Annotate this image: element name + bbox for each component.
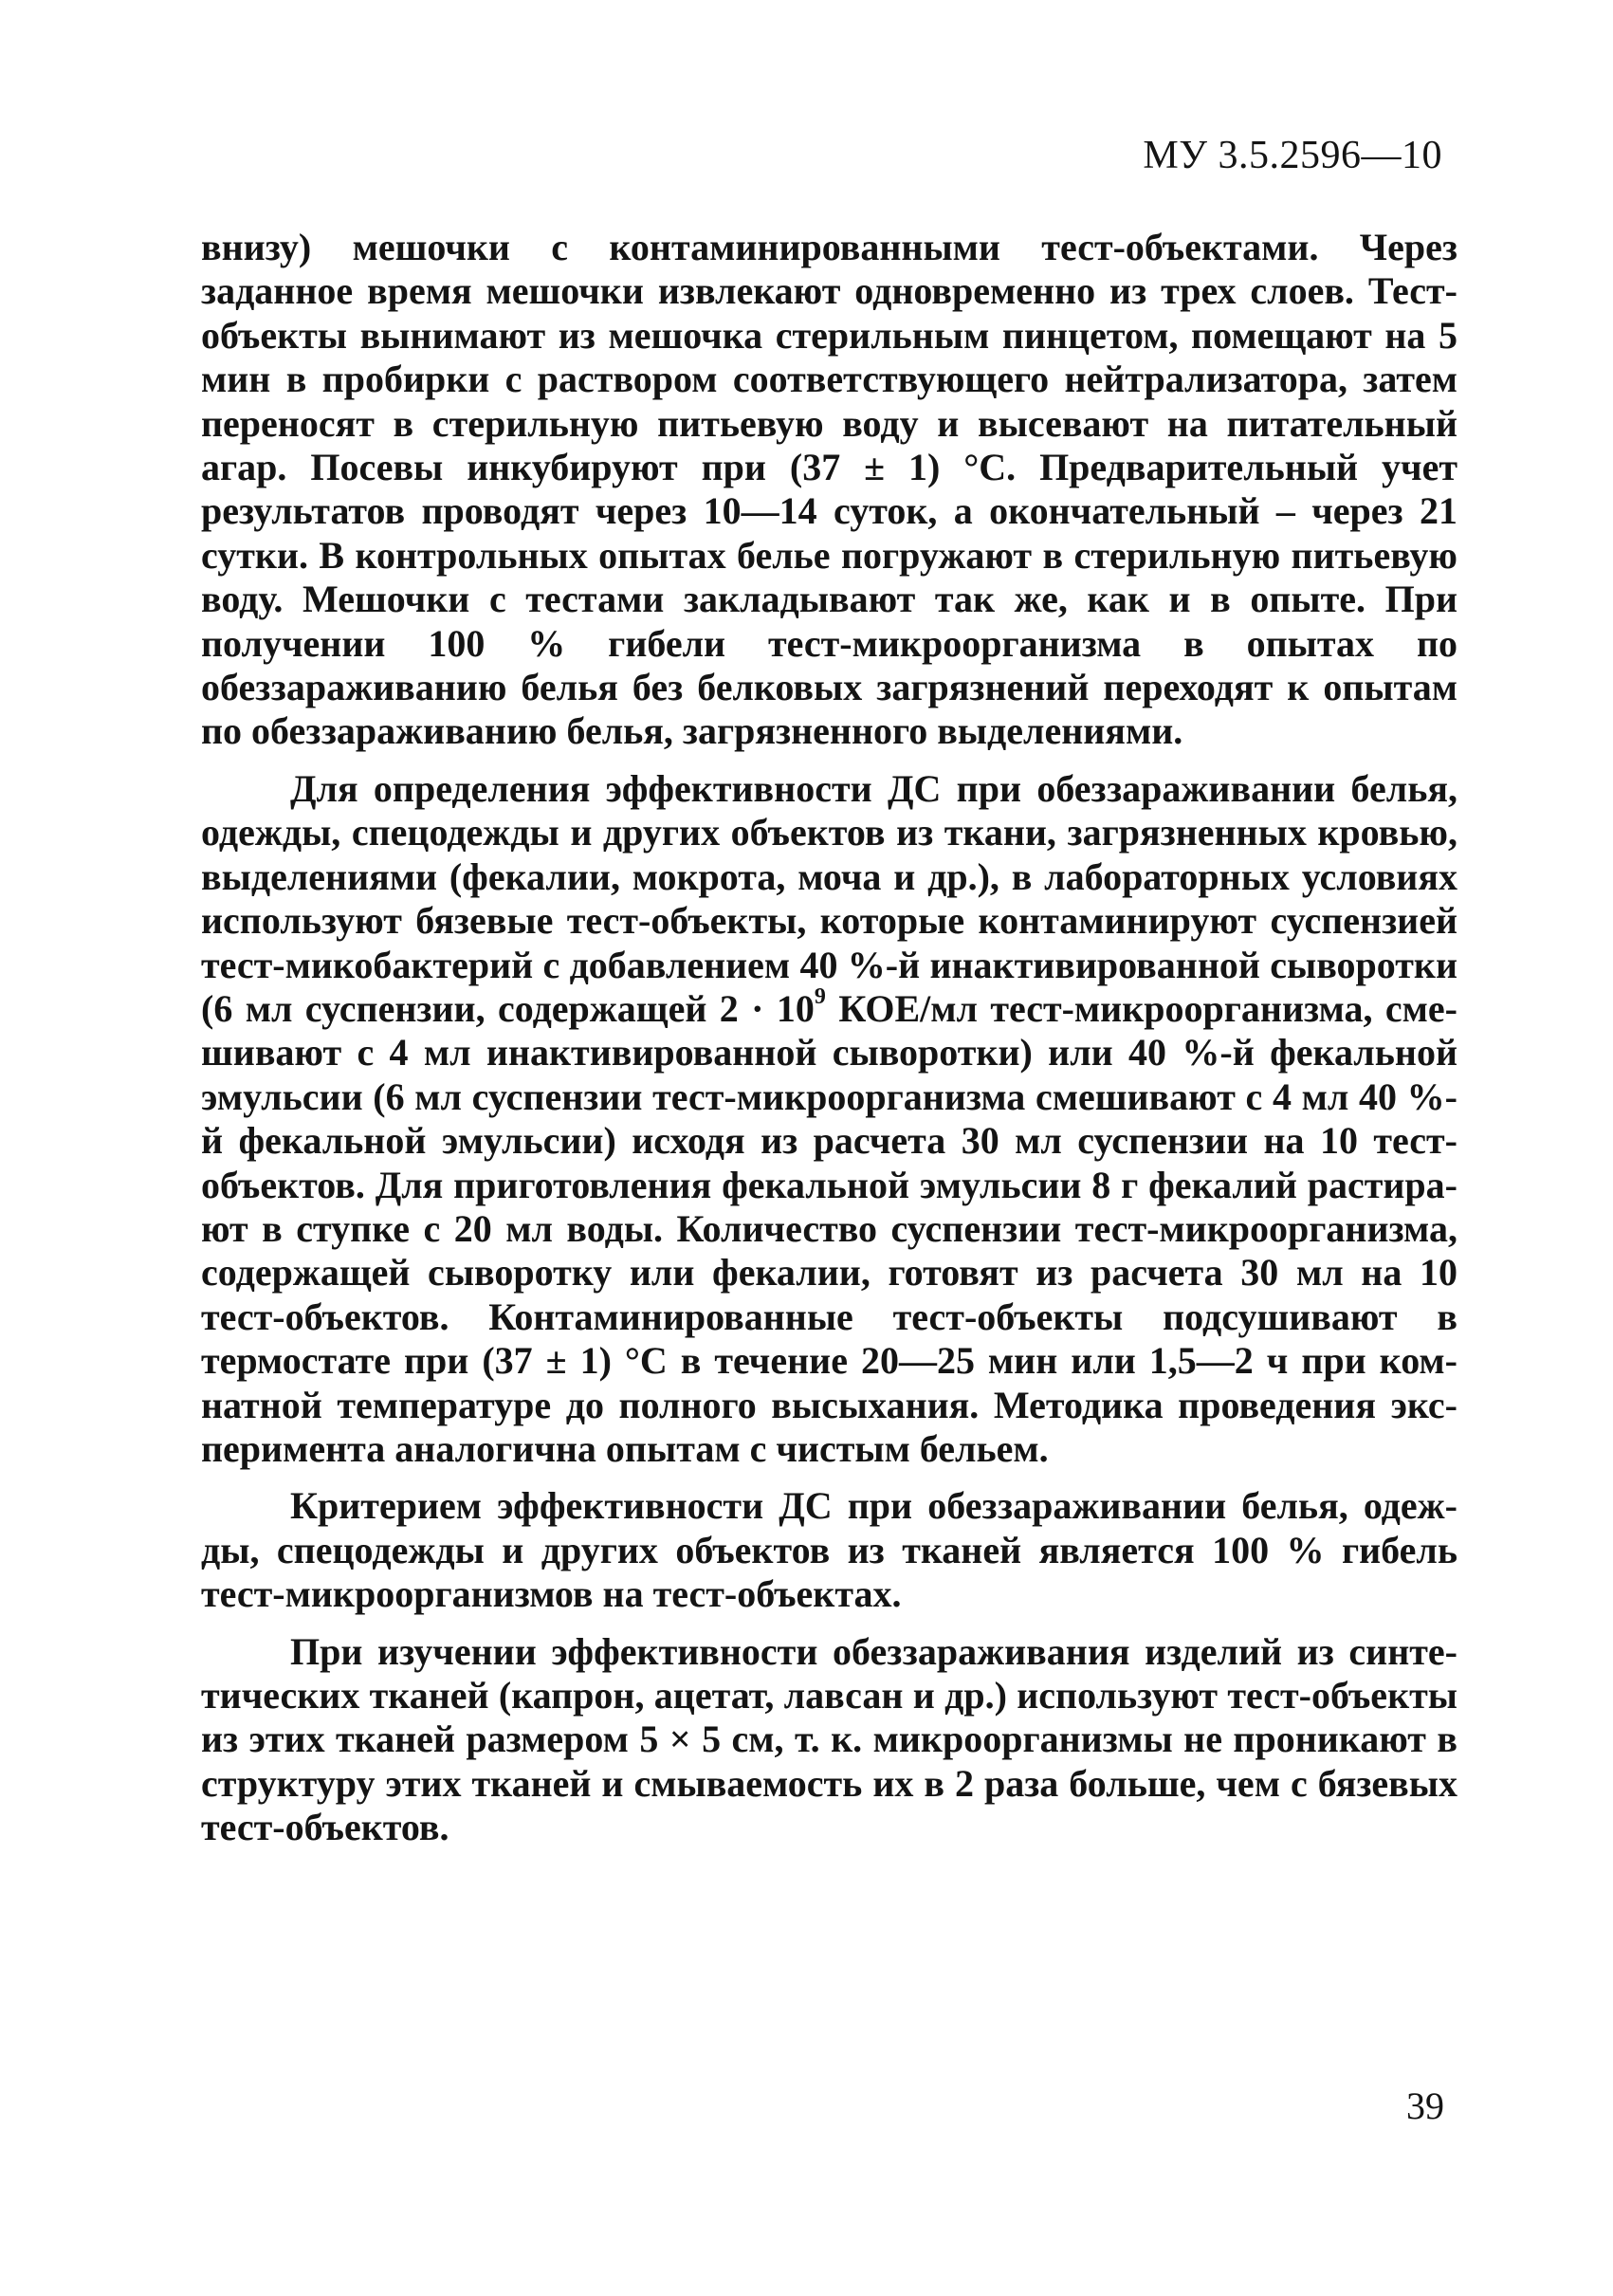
paragraph-text-before-exponent: Для определения эффективности ДС при обеззараживании белья, одежды, спецодежды и других объектов из ткани, загрязненных кровью, выделениями (фекалии, мокрота, моча и др.), в лабораторных условиях используют бязевые тест-объекты, которые контаминируют суспензией тест-микобактерий с добавлением 40 %-й инактивированной сыворотки (6 мл суспензии, содержащей 2 · 10 [201, 766, 1457, 1030]
paragraph-text-after-exponent: КОЕ/мл тест-микроорганизма, смешивают с 4 мл инактивированной сыворотки) или 40 %-й фекальной эмульсии (6 мл суспензии тест-микроорганизма смешивают с 4 мл 40 %-й фекальной эмульсии) исходя из расчета 30 мл суспензии на 10 тест-объектов. Для приготовления фекальной эмульсии 8 г фекалий растирают в ступке с 20 мл воды. Количество суспензии тест-микроорганизма, содержащей сыворотку или фекалии, готовят из расчета 30 мл на 10 тест-объектов. Контаминированные тест-объекты подсушивают в термостате при (37 ± 1) °С в течение 20—25 мин или 1,5—2 ч при комнатной температуре до полного высыхания. Методика проведения эксперимента аналогична опытам с чистым бельем. [201, 986, 1457, 1470]
paragraph-efficacy-criterion: Критерием эффективности ДС при обеззараживании белья, одежды, спецодежды и других объектов из тканей является 100 % гибель тест-микроорганизмов на тест-объектах. [201, 1484, 1457, 1616]
exponent: 9 [814, 983, 826, 1009]
paragraph-contaminated-linen [201, 767, 1457, 1472]
page-number: 39 [1406, 2085, 1444, 2127]
document-number-header: МУ 3.5.2596—10 [1143, 134, 1442, 177]
paragraph-continuation: внизу) мешочки с контаминированными тест-объектами. Через заданное время мешочки извлекают одновременно из трех слоев. Тест-объекты вынимают из мешочка стерильным пинцетом, помещают на 5 мин в пробирки с раствором соответствующего нейтрализатора, затем переносят в стерильную питьевую воду и высевают на питательный агар. Посевы инкубируют при (37 ± 1) °С. Предварительный учет результатов проводят через 10—14 суток, а окончательный – через 21 сутки. В контрольных опытах белье погружают в стерильную питьевую воду. Мешочки с тестами закладывают так же, как и в опыте. При получении 100 % гибели тест-микроорганизма в опытах по обеззараживанию белья без белковых загрязнений переходят к опытам по обеззараживанию белья, загрязненного выделениями. [201, 226, 1457, 753]
document-body [201, 226, 1457, 1850]
paragraph-synthetic-fabrics: При изучении эффективности обеззараживания изделий из синтетических тканей (капрон, ацетат, лавсан и др.) используют тест-объекты из этих тканей размером 5 × 5 см, т. к. микроорганизмы не проникают в структуру этих тканей и смываемость их в 2 раза больше, чем с бязевых тест-объектов. [201, 1629, 1457, 1849]
